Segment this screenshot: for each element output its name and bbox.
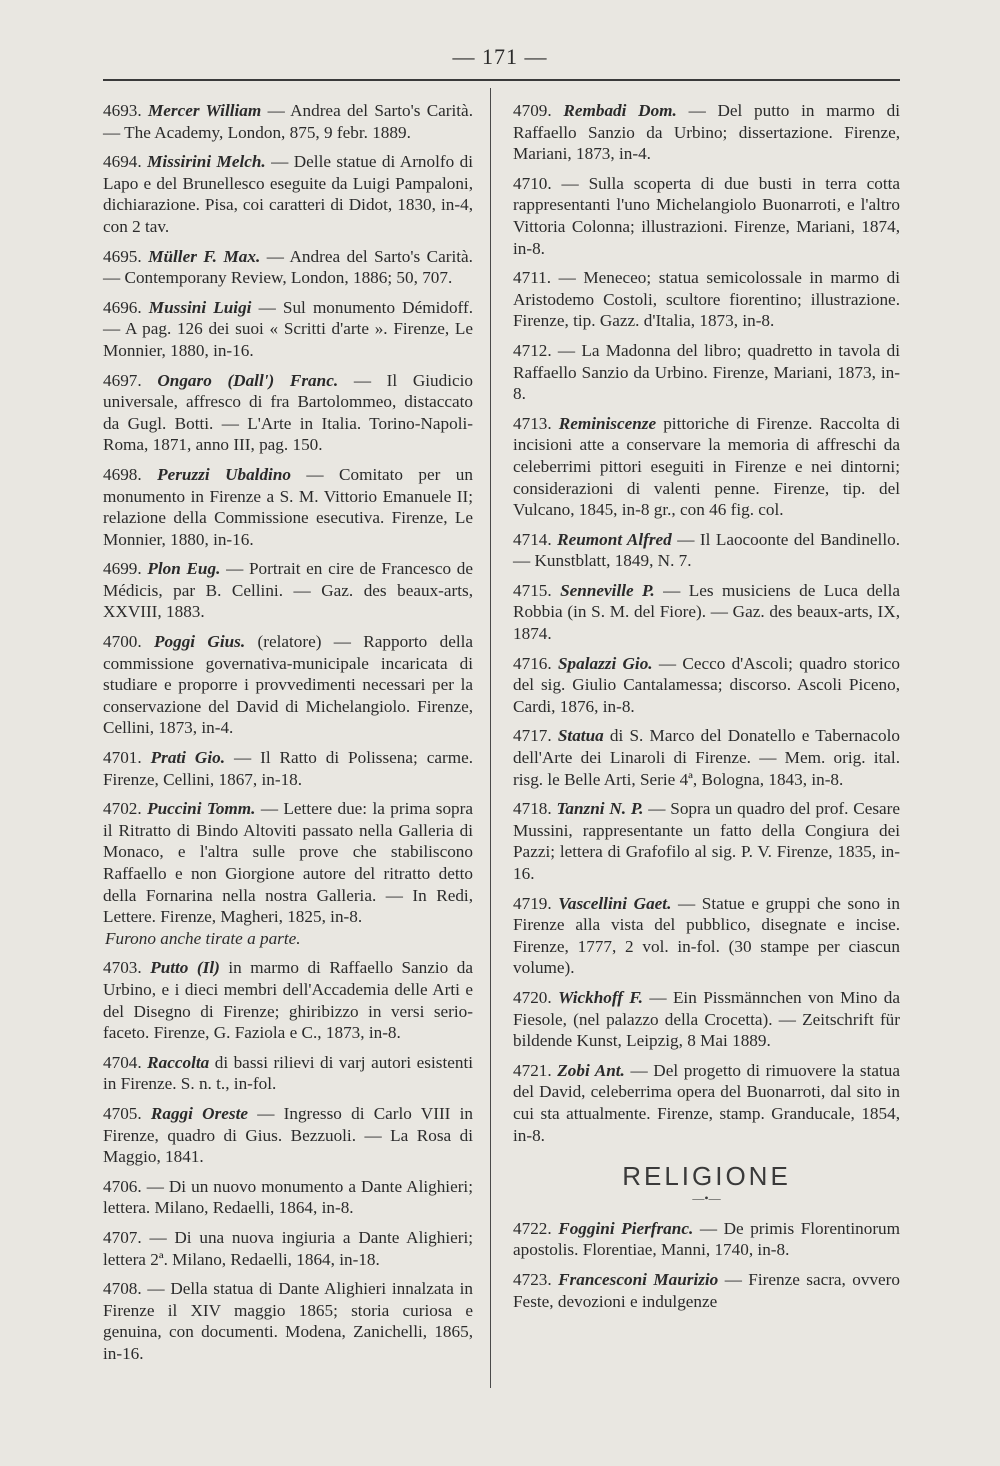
bibliography-entry — [513, 987, 900, 1052]
entry-number: 4713. — [513, 413, 552, 433]
entry-author: Raggi Oreste — [150, 1103, 248, 1123]
top-rule — [103, 79, 900, 81]
bibliography-entry — [513, 340, 900, 405]
entry-text: — Delle statue di Arnolfo di Lapo e del Brunellesco eseguite da Luigi Pampaloni, dichiarazione. Pisa, coi caratteri di Didot, 1830, in-4, con 2 tav. — [103, 152, 473, 236]
section-ornament: —•— — [692, 1190, 721, 1205]
bibliography-entry — [103, 1278, 473, 1364]
entry-text: — Statue e gruppi che sono in Firenze alla vista del pubblico, disegnate e incise. Firenze, 1777, 2 vol. in-fol. (30 stampe per ciascun volume). — [513, 893, 901, 978]
entry-text: — Sulla scoperta di due busti in terra cotta rappresentanti l'uno Michelangiolo Buonarroti, e l'altro Vittoria Colonna; illustrazioni. Firenze, Mariani, 1874, in-8. — [513, 173, 900, 258]
bibliography-entry — [103, 297, 473, 362]
entry-text: — De primis Florentinorum apostolis. Florentiae, Manni, 1740, in-8. — [513, 1218, 901, 1260]
entry-number: 4720. — [513, 987, 552, 1007]
entry-number: 4704. — [103, 1052, 142, 1072]
bibliography-entry — [513, 580, 900, 645]
entry-number: 4698. — [103, 464, 142, 484]
bibliography-entry — [103, 747, 473, 790]
entry-author: Mussini Luigi — [148, 297, 252, 317]
entry-number: 4702. — [103, 799, 142, 819]
bibliography-entry — [513, 267, 900, 332]
entry-number: 4717. — [513, 726, 552, 746]
bibliography-entry — [103, 464, 473, 550]
bibliography-entry — [513, 725, 900, 790]
column-divider — [490, 88, 491, 1388]
entry-text: di S. Marco del Donatello e Tabernacolo dell'Arte dei Linaroli di Firenze. — Mem. orig. ital. risg. le Belle Arti, Serie 4ª, Bologna, 1843, in-8. — [513, 726, 900, 789]
bibliography-entry — [513, 1269, 900, 1312]
entry-note: Furono anche tirate a parte. — [105, 928, 301, 948]
entry-number: 4700. — [103, 632, 142, 652]
entry-number: 4708. — [103, 1279, 142, 1299]
entry-author: Statua — [557, 726, 604, 746]
entry-author: Raccolta — [147, 1052, 210, 1072]
bibliography-entry — [103, 798, 473, 949]
entry-text: — Lettere due: la prima sopra il Ritratto di Bindo Altoviti passato nella Galleria di Monaco, e l'altra sulle prove che stabiliscono Raffaello e non Giorgione autore del ritratto detto della Fornarina nella nostra Galleria. — In Redi, Lettere. Firenze, Magheri, 1825, in-8. — [103, 799, 473, 927]
entry-author: Reminiscenze — [558, 413, 657, 433]
bibliography-entry — [513, 798, 900, 884]
entry-number: 4694. — [103, 152, 142, 172]
bibliography-entry — [103, 1176, 473, 1219]
entry-author: Müller F. Max. — [148, 246, 261, 266]
bibliography-entry — [103, 370, 473, 456]
right-column — [513, 100, 900, 1320]
bibliography-entry — [103, 957, 473, 1043]
entry-text: — Della statua di Dante Alighieri innalzata in Firenze il XIV maggio 1865; storia curiosa e genuina, con documenti. Modena, Zanichelli, 1865, in-16. — [103, 1279, 474, 1363]
entry-text: — Il Giudicio universale, affresco di fra Bartolommeo, distaccato da Gugl. Botti. — L'Arte in Italia. Torino-Napoli-Roma, 1871, anno III, pag. 150. — [103, 370, 473, 455]
entry-number: 4714. — [513, 529, 552, 549]
entry-number: 4705. — [103, 1103, 142, 1123]
bibliography-entry — [103, 246, 473, 289]
entry-author: Spalazzi Gio. — [557, 653, 653, 673]
entry-number: 4716. — [513, 653, 552, 673]
entry-number: 4709. — [513, 101, 552, 120]
entry-number: 4707. — [103, 1227, 142, 1247]
entry-text: — Del putto in marmo di Raffaello Sanzio da Urbino; dissertazione. Firenze, Mariani, 1873, in-4. — [513, 101, 900, 164]
entry-number: 4693. — [103, 101, 142, 120]
entry-number: 4697. — [103, 370, 142, 390]
entry-text: — Meneceo; statua semicolossale in marmo di Aristodemo Costoli, scultore fiorentino; illustrazione. Firenze, tip. Gazz. d'Italia, 1873, in-8. — [513, 268, 900, 331]
entry-text: (relatore) — Rapporto della commissione governativa-municipale incaricata di studiare e proporre i provvedimenti necessari per la conservazione del David di Michelangiolo. Firenze, Cellini, 1873, in-4. — [103, 632, 474, 738]
entry-text: — La Madonna del libro; quadretto in tavola di Raffaello Sanzio da Urbino. Firenze, Mariani, 1873, in-8. — [513, 340, 900, 404]
entry-author: Poggi Gius. — [154, 632, 246, 652]
entry-number: 4712. — [513, 340, 552, 360]
left-column — [103, 100, 473, 1372]
entry-text: — Andrea del Sarto's Carità. — The Academy, London, 875, 9 febr. 1889. — [103, 101, 473, 142]
bibliography-entry — [513, 653, 900, 718]
entry-number: 4699. — [103, 559, 142, 579]
entry-number: 4703. — [103, 958, 142, 978]
entry-number: 4719. — [513, 893, 552, 913]
entry-text: — Portrait en cire de Francesco de Médicis, par B. Cellini. — Gaz. des beaux-arts, XXVIII, 1883. — [103, 559, 474, 622]
entry-number: 4701. — [103, 748, 142, 768]
entry-number: 4706. — [103, 1176, 142, 1196]
bibliography-entry — [103, 1103, 473, 1168]
entry-number: 4710. — [513, 173, 552, 193]
entry-text: — Ingresso di Carlo VIII in Firenze, quadro di Gius. Bezzuoli. — La Rosa di Maggio, 1841. — [103, 1103, 473, 1167]
entry-text: — Ein Pissmännchen von Mino da Fiesole, (nel palazzo della Crocetta). — Zeitschrift für bildende Kunst, Leipzig, 8 Mai 1889. — [513, 987, 900, 1051]
entry-author: Reumont Alfred — [557, 529, 672, 549]
entry-author: Ongaro (Dall') Franc. — [157, 370, 339, 390]
entry-text: — Il Laocoonte del Bandinello. — Kunstblatt, 1849, N. 7. — [513, 529, 900, 571]
entry-text: — Sul monumento Démidoff. — A pag. 126 dei suoi « Scritti d'arte ». Firenze, Le Monnier, 1880, in-16. — [103, 297, 473, 360]
entry-text: — Cecco d'Ascoli; quadro storico del sig. Giulio Cantalamessa; discorso. Ascoli Piceno, Cardi, 1876, in-8. — [513, 653, 901, 716]
entry-number: 4695. — [103, 246, 142, 266]
entry-author: Mercer William — [147, 101, 262, 120]
entry-author: Peruzzi Ubaldino — [157, 464, 291, 484]
entry-author: Puccini Tomm. — [147, 799, 256, 819]
entry-author: Zobi Ant. — [557, 1060, 625, 1080]
bibliography-entry — [513, 529, 900, 572]
bibliography-entry — [103, 558, 473, 623]
bibliography-entry — [103, 151, 473, 237]
entry-number: 4718. — [513, 799, 552, 819]
entry-text: di bassi rilievi di varj autori esistenti in Firenze. S. n. t., in-fol. — [103, 1052, 473, 1094]
entry-text: — Comitato per un monumento in Firenze a S. M. Vittorio Emanuele II; relazione della Commissione esecutiva. Firenze, Le Monnier, 1880, in-16. — [103, 464, 473, 549]
entry-text: — Firenze sacra, ovvero Feste, devozioni e indulgenze — [513, 1269, 900, 1311]
entry-text: in marmo di Raffaello Sanzio da Urbino, e i dieci membri dell'Accademia delle Arti e del Disegno di Firenze; ghiribizzo in versi serio-faceto. Firenze, G. Faziola e C., 1873, in-8. — [103, 958, 474, 1043]
entry-text: — Di un nuovo monumento a Dante Alighieri; lettera. Milano, Redaelli, 1864, in-8. — [103, 1176, 473, 1218]
section-heading: RELIGIONE — [622, 1161, 791, 1192]
bibliography-entry — [513, 100, 900, 165]
entry-author: Foggini Pierfranc. — [558, 1218, 694, 1238]
bibliography-entry — [103, 1052, 473, 1095]
entry-author: Vascellini Gaet. — [558, 893, 672, 913]
entry-author: Francesconi Maurizio — [558, 1269, 719, 1289]
entry-author: Wickhoff F. — [558, 987, 643, 1007]
entry-number: 4715. — [513, 580, 552, 600]
entry-text: — Les musiciens de Luca della Robbia (in S. M. del Fiore). — Gaz. des beaux-arts, IX, 1874. — [513, 580, 900, 644]
bibliography-entry — [513, 413, 900, 521]
entry-number: 4711. — [513, 268, 552, 288]
entry-author: Putto (Il) — [150, 958, 220, 978]
bibliography-entry — [103, 1227, 473, 1270]
entry-number: 4696. — [103, 297, 142, 317]
entry-author: Prati Gio. — [150, 748, 225, 768]
bibliography-entry — [513, 173, 900, 259]
bibliography-entry — [513, 1060, 900, 1146]
entry-number: 4722. — [513, 1218, 552, 1238]
entry-author: Tanzni N. P. — [556, 799, 644, 819]
entry-number: 4721. — [513, 1060, 552, 1080]
bibliography-entry — [103, 631, 473, 739]
entry-text: — Del progetto di rimuovere la statua del David, celeberrima opera del Buonarroti, dal sito in cui sta attualmente. Firenze, stamp. Granducale, 1854, in-8. — [513, 1060, 900, 1145]
bibliography-entry — [513, 1218, 900, 1261]
entry-text: — Andrea del Sarto's Carità. — Contemporany Review, London, 1886; 50, 707. — [103, 246, 473, 288]
entry-text: — Sopra un quadro del prof. Cesare Mussini, rappresentante un fatto della Congiura dei Pazzi; lettera di Grafofilo al sig. P. V. Firenze, 1835, in-16. — [513, 799, 900, 883]
entry-text: pittoriche di Firenze. Raccolta di incisioni atte a conservare la memoria di affreschi da celeberrimi pittori eseguiti in Firenze e nei dintorni; considerazioni di valenti penne. Firenze, tip. del Vulcano, 1845, in-8 gr., con 46 fig. col. — [513, 413, 900, 520]
bibliography-entry — [103, 100, 473, 143]
entry-text: — Di una nuova ingiuria a Dante Alighieri; lettera 2ª. Milano, Redaelli, 1864, in-18. — [103, 1227, 473, 1269]
entry-author: Senneville P. — [560, 580, 655, 600]
page-number: — 171 — — [452, 44, 548, 69]
entry-author: Missirini Melch. — [147, 152, 266, 172]
bibliography-entry — [513, 893, 900, 979]
entry-text: — Il Ratto di Polissena; carme. Firenze, Cellini, 1867, in-18. — [103, 748, 473, 789]
entry-author: Plon Eug. — [147, 559, 221, 579]
entry-number: 4723. — [513, 1269, 552, 1289]
entry-author: Rembadi Dom. — [563, 101, 677, 120]
